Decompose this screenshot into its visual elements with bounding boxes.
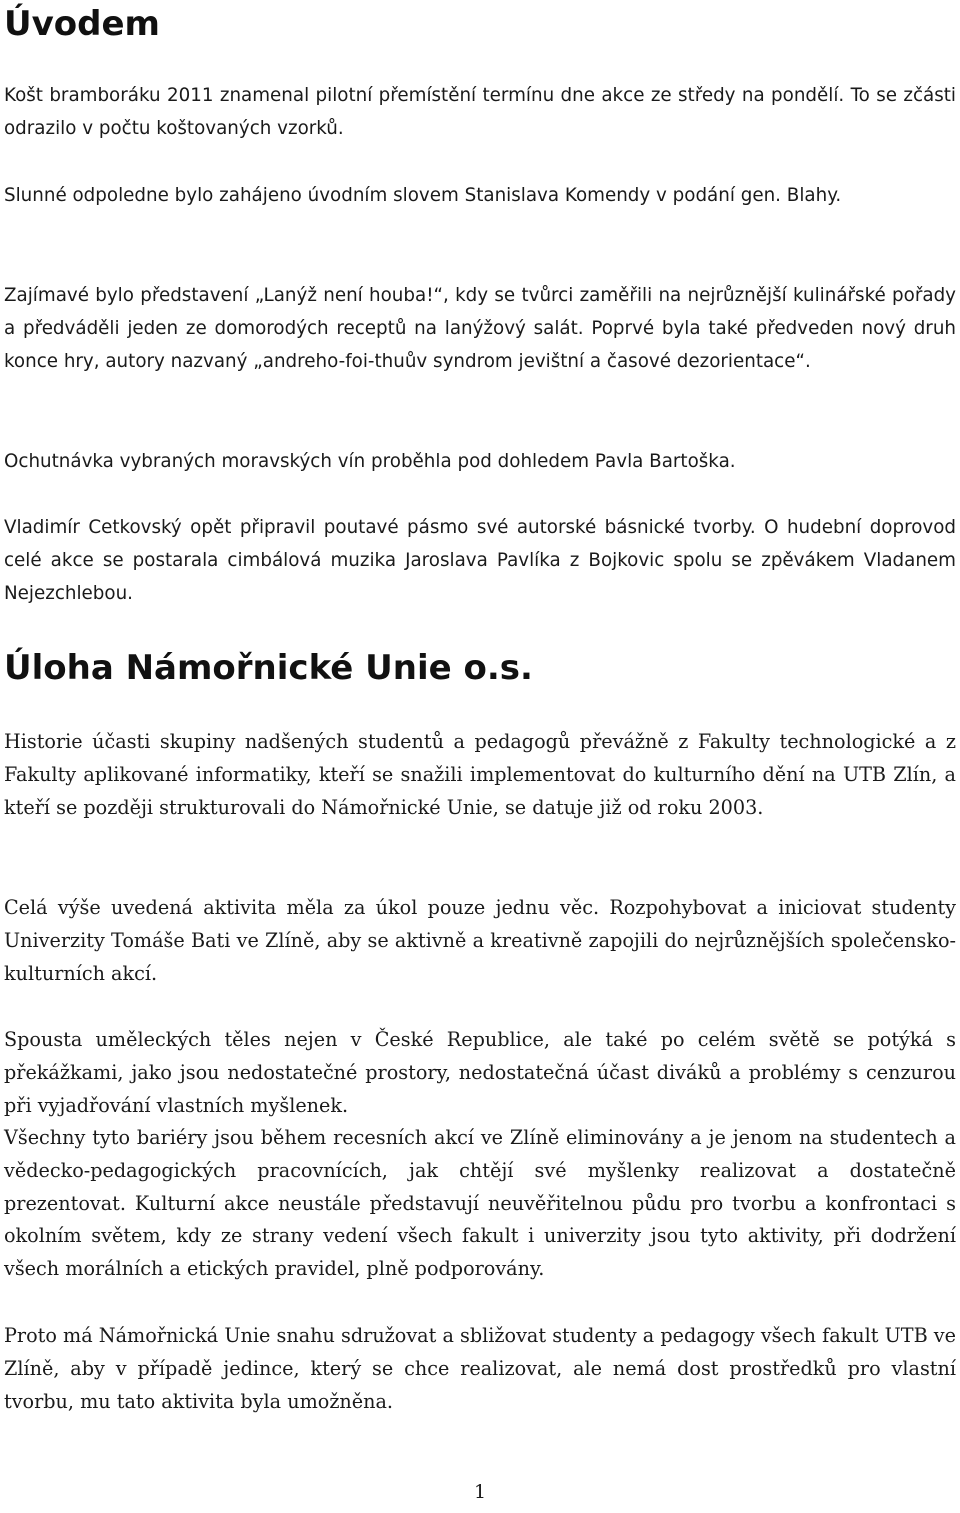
paragraph: Všechny tyto bariéry jsou během recesních akcí ve Zlíně eliminovány a je jenom na studentech a vědecko-pedagogických pracovnících, jak chtějí své myšlenky realizovat a dostatečně prezentovat. Kulturní akce neustále představují neuvěřitelnou půdu pro tvorbu a konfrontaci s okolním světem, kdy ze strany vedení všech fakult i univerzity jsou tyto aktivity, při dodržení všech morálních a etických pravidel, plně podporovány. [4,1126,956,1281]
paragraph: Proto má Námořnická Unie snahu sdružovat a sbližovat studenty a pedagogy všech fakult UTB ve Zlíně, aby v případě jedince, který se chce realizovat, ale nemá dost prostředků pro vlastní tvorbu, mu tato aktivita byla umožněna. [4,1324,956,1413]
page-number: 1 [473,1481,487,1503]
paragraph: Slunné odpoledne bylo zahájeno úvodním slovem Stanislava Komendy v podání gen. Blahy. [4,185,842,206]
section-heading-uvodem: Úvodem [4,4,160,44]
paragraph: Košt bramboráku 2011 znamenal pilotní přemístění termínu dne akce ze středy na pondělí. To se zčásti odrazilo v počtu koštovaných vzorků. [4,85,956,139]
paragraph: Celá výše uvedená aktivita měla za úkol pouze jednu věc. Rozpohybovat a iniciovat studenty Univerzity Tomáše Bati ve Zlíně, aby se aktivně a kreativně zapojili do nejrůznějších společensko-kulturních akcí. [4,896,956,985]
paragraph: Vladimír Cetkovský opět připravil poutavé pásmo své autorské básnické tvorby. O hudební doprovod celé akce se postarala cimbálová muzika Jaroslava Pavlíka z Bojkovic spolu se zpěvákem Vladanem Nejezchlebou. [4,517,956,604]
paragraph: Spousta uměleckých těles nejen v České Republice, ale také po celém světě se potýká s překážkami, jako jsou nedostatečné prostory, nedostatečná účast diváků a problémy s cenzurou při vyjadřování vlastních myšlenek. [4,1028,956,1117]
paragraph: Historie účasti skupiny nadšených studentů a pedagogů převážně z Fakulty technologické a z Fakulty aplikované informatiky, kteří se snažili implementovat do kulturního dění na UTB Zlín, a kteří se později strukturovali do Námořnické Unie, se datuje již od roku 2003. [4,730,956,819]
paragraph: Zajímavé bylo představení „Lanýž není houba!“, kdy se tvůrci zaměřili na nejrůznější kulinářské pořady a předváděli jeden ze domorodých receptů na lanýžový salát. Poprvé byla také předveden nový druh konce hry, autory nazvaný „andreho-foi-thuův syndrom jevištní a časové dezorientace“. [4,285,956,372]
paragraph: Ochutnávka vybraných moravských vín proběhla pod dohledem Pavla Bartoška. [4,451,736,472]
section-heading-uloha: Úloha Námořnické Unie o.s. [4,648,533,688]
